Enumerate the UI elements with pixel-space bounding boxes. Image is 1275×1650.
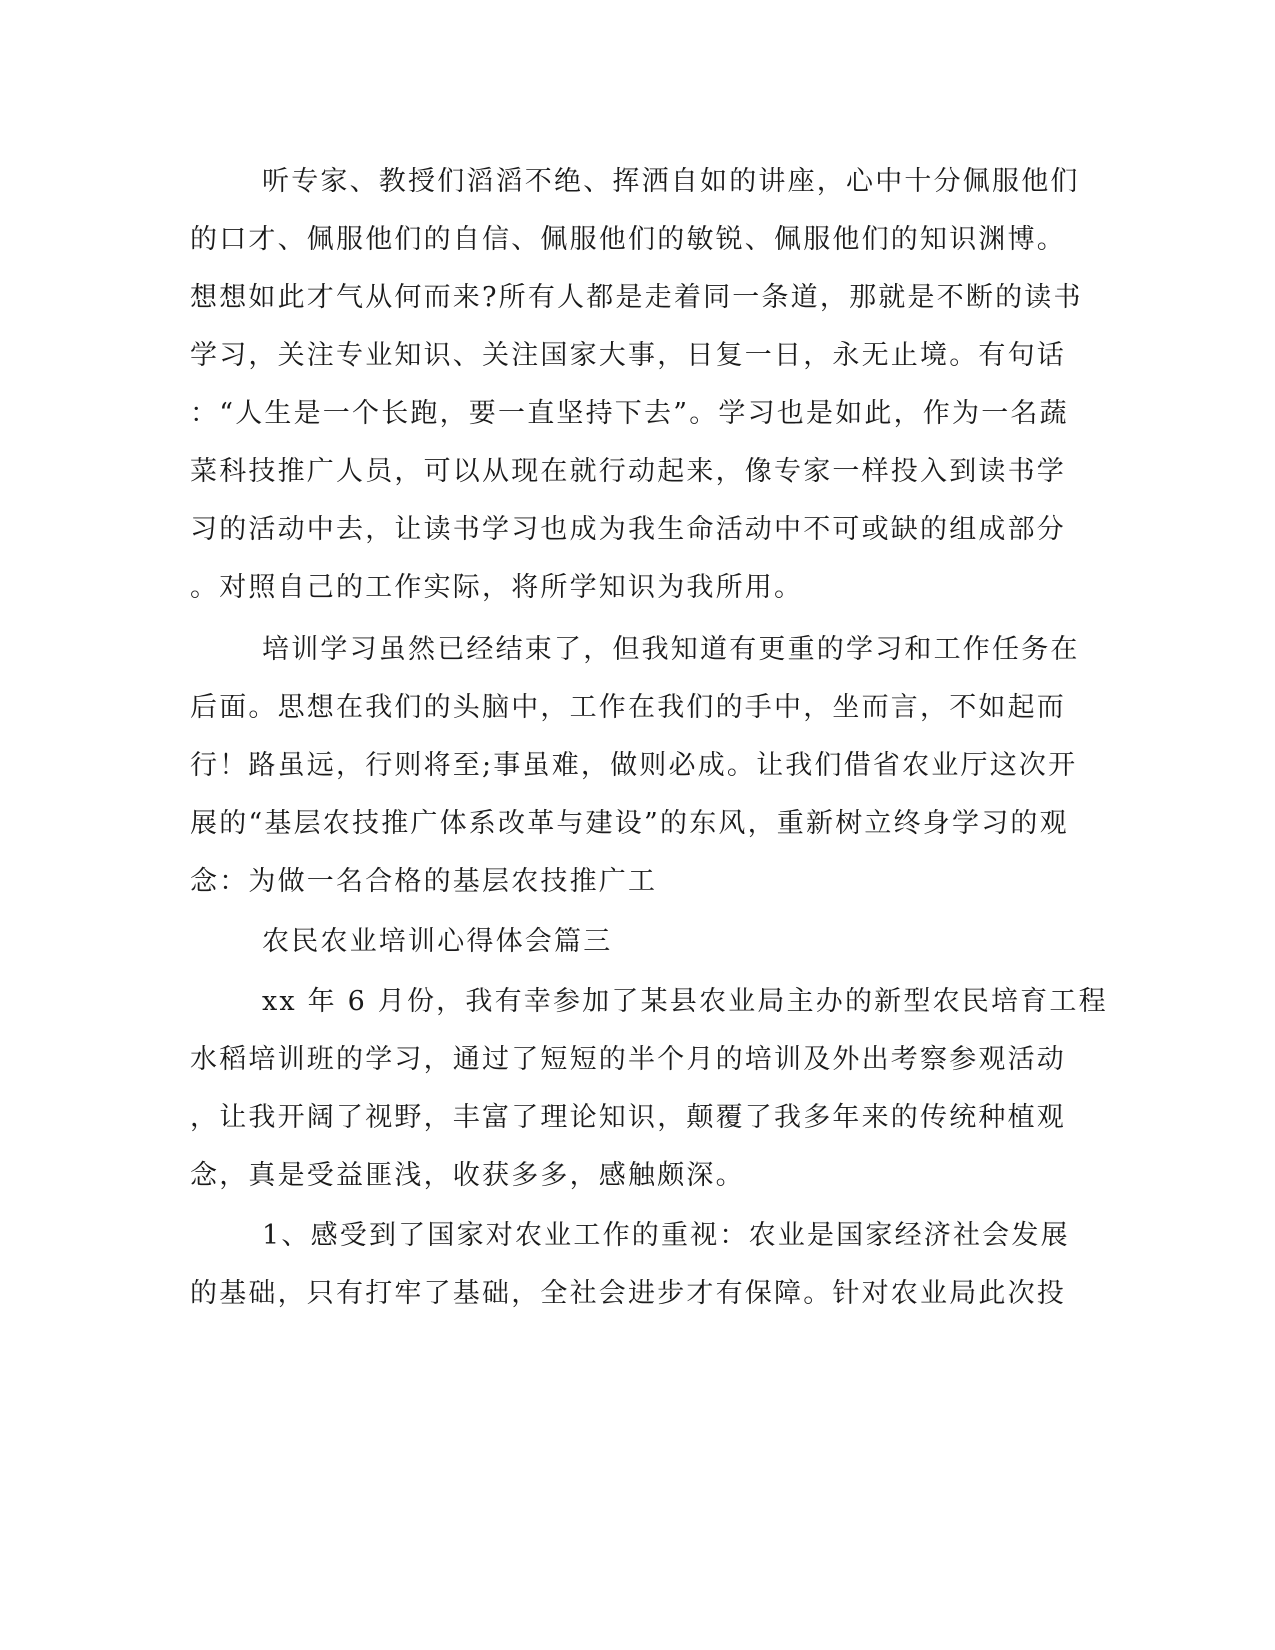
paragraph-line: xx 年 6 月份，我有幸参加了某县农业局主办的新型农民培育工程 [262, 986, 1108, 1017]
paragraph-line: ，让我开阔了视野，丰富了理论知识，颠覆了我多年来的传统种植观 [190, 1102, 1066, 1133]
paragraph-line: 菜科技推广人员，可以从现在就行动起来，像专家一样投入到读书学 [190, 456, 1066, 487]
section-heading: 农民农业培训心得体会篇三 [262, 926, 613, 957]
paragraph-line: 培训学习虽然已经结束了，但我知道有更重的学习和工作任务在 [262, 634, 1080, 665]
paragraph-line: 展的“基层农技推广体系改革与建设”的东风，重新树立终身学习的观 [190, 808, 1069, 839]
paragraph-line: 的口才、佩服他们的自信、佩服他们的敏锐、佩服他们的知识渊博。 [190, 224, 1066, 255]
paragraph-line: 水稻培训班的学习，通过了短短的半个月的培训及外出考察参观活动 [190, 1044, 1066, 1075]
paragraph-line: 的基础，只有打牢了基础，全社会进步才有保障。针对农业局此次投 [190, 1278, 1066, 1309]
paragraph-line: ：“人生是一个长跑，要一直坚持下去”。学习也是如此，作为一名蔬 [190, 398, 1069, 429]
paragraph-line: 学习，关注专业知识、关注国家大事，日复一日，永无止境。有句话 [190, 340, 1066, 371]
paragraph-line: 后面。思想在我们的头脑中，工作在我们的手中，坐而言，不如起而 [190, 692, 1066, 723]
paragraph-line: 1、感受到了国家对农业工作的重视：农业是国家经济社会发展 [262, 1220, 1070, 1251]
paragraph-line: 听专家、教授们滔滔不绝、挥洒自如的讲座，心中十分佩服他们 [262, 166, 1080, 197]
paragraph-line: 念：为做一名合格的基层农技推广工 [190, 866, 658, 897]
paragraph-line: 习的活动中去，让读书学习也成为我生命活动中不可或缺的组成部分 [190, 514, 1066, 545]
paragraph-line: 。对照自己的工作实际，将所学知识为我所用。 [190, 572, 804, 603]
paragraph-line: 念，真是受益匪浅，收获多多，感触颇深。 [190, 1160, 745, 1191]
paragraph-line: 想想如此才气从何而来?所有人都是走着同一条道，那就是不断的读书 [190, 282, 1083, 313]
paragraph-line: 行！路虽远，行则将至;事虽难，做则必成。让我们借省农业厅这次开 [190, 750, 1078, 781]
